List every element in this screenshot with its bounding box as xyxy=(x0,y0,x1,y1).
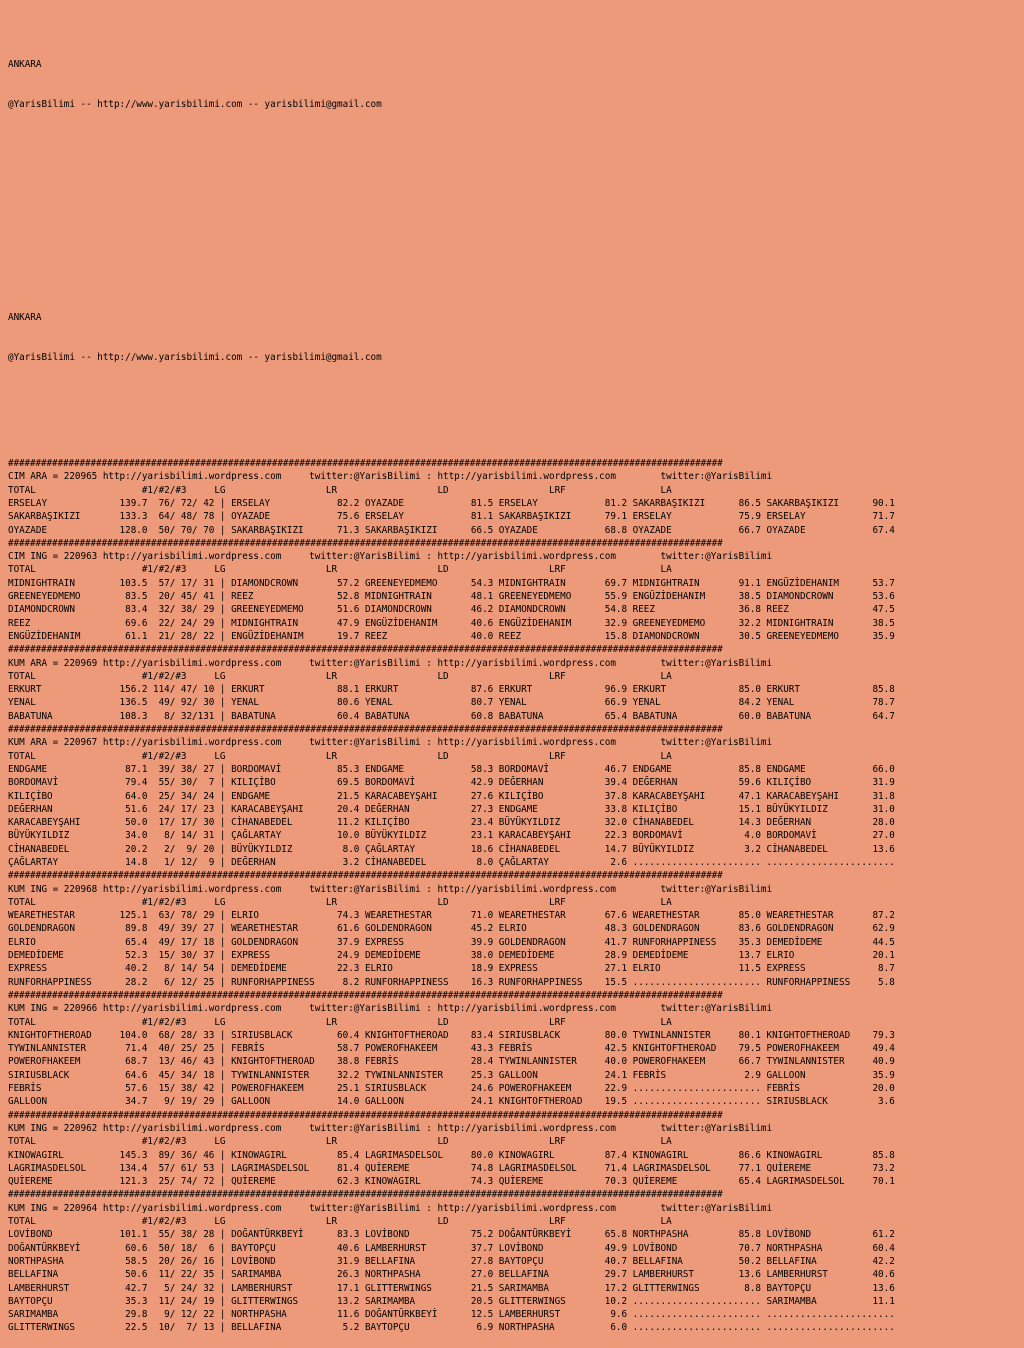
table-row: ÇAĞLARTAY 14.8 1/ 12/ 9 | DEĞERHAN 3.2 CİHANABEDEL 8.0 ÇAĞLARTAY 2.6 ....................... ....................... xyxy=(8,857,895,868)
table-row: ENGÜZİDEHANIM 61.1 21/ 28/ 22 | ENGÜZİDEHANIM 19.7 REEZ 40.0 REEZ 15.8 DIAMONDCROWN 30.5 GREENEYEDMEMO 35.9 xyxy=(8,630,895,642)
race-section xyxy=(8,537,1024,643)
table-row: DEMEDİDEME 52.3 15/ 30/ 37 | EXPRESS 24.9 DEMEDİDEME 38.0 DEMEDİDEME 28.9 DEMEDİDEME 13.7 ELRIO 20.1 xyxy=(8,950,895,962)
race-section xyxy=(8,869,1024,989)
section-separator: ################################################################################################################################## xyxy=(8,537,723,549)
table-row: KINOWAGIRL 145.3 89/ 36/ 46 | KINOWAGIRL 85.4 LAGRIMASDELSOL 80.0 KINOWAGIRL 87.4 KINOWAGIRL 86.6 KINOWAGIRL 85.8 xyxy=(8,1149,895,1161)
table-row: KNIGHTOFTHEROAD 104.0 68/ 28/ 33 | SIRIUSBLACK 60.4 KNIGHTOFTHEROAD 83.4 SIRIUSBLACK 80.0 TYWINLANNISTER 80.1 KNIGHTOFTHEROAD 79.3 xyxy=(8,1029,895,1041)
table-row: TYWINLANNISTER 71.4 40/ 25/ 25 | FEBRİS 58.7 POWEROFHAKEEM 43.3 FEBRİS 42.5 KNIGHTOFTHEROAD 79.5 POWEROFHAKEEM 49.4 xyxy=(8,1043,895,1055)
race-section xyxy=(8,457,1024,537)
table-row: FEBRİS 57.6 15/ 38/ 42 | POWEROFHAKEEM 25.1 SIRIUSBLACK 24.6 POWEROFHAKEEM 22.9 ....................... FEBRİS 20.0 xyxy=(8,1083,895,1095)
table-row: LOVİBOND 101.1 55/ 38/ 28 | DOĞANTÜRKBEYİ 83.3 LOVİBOND 75.2 DOĞANTÜRKBEYİ 65.8 NORTHPASHA 85.8 LOVİBOND 61.2 xyxy=(8,1229,895,1241)
race-title: KUM ING = 220964 http://yarisbilimi.wordpress.com twitter:@YarisBilimi : http://yarisbilimi.wordpress.com twitter:@YarisBilimi xyxy=(8,1202,773,1214)
section-separator: ################################################################################################################################## xyxy=(8,724,723,736)
section-separator: ################################################################################################################################## xyxy=(8,989,723,1001)
table-row: CİHANABEDEL 20.2 2/ 9/ 20 | BÜYÜKYILDIZ 8.0 ÇAĞLARTAY 18.6 CİHANABEDEL 14.7 BÜYÜKYILDIZ 3.2 CİHANABEDEL 13.6 xyxy=(8,843,895,855)
column-headers: TOTAL #1/#2/#3 LG LR LD LRF LA xyxy=(8,750,672,762)
table-row: EXPRESS 40.2 8/ 14/ 54 | DEMEDİDEME 22.3 ELRIO 18.9 EXPRESS 27.1 ELRIO 11.5 EXPRESS 8.7 xyxy=(8,963,895,975)
race-sections xyxy=(8,457,1024,1335)
race-title: KUM ING = 220962 http://yarisbilimi.wordpress.com twitter:@YarisBilimi : http://yarisbilimi.wordpress.com twitter:@YarisBilimi xyxy=(8,1122,773,1134)
table-row: ENDGAME 87.1 39/ 38/ 27 | BORDOMAVİ 85.3 ENDGAME 58.3 BORDOMAVİ 46.7 ENDGAME 85.8 ENDGAME 66.0 xyxy=(8,763,895,775)
table-row: REEZ 69.6 22/ 24/ 29 | MIDNIGHTRAIN 47.9 ENGÜZİDEHANIM 40.6 ENGÜZİDEHANIM 32.9 GREENEYEDMEMO 32.2 MIDNIGHTRAIN 38.5 xyxy=(8,617,895,629)
table-row: GOLDENDRAGON 89.8 49/ 39/ 27 | WEARETHESTAR 61.6 GOLDENDRAGON 45.2 ELRIO 48.3 GOLDENDRAGON 83.6 GOLDENDRAGON 62.9 xyxy=(8,923,895,935)
column-headers: TOTAL #1/#2/#3 LG LR LD LRF LA xyxy=(8,1016,672,1028)
table-row: SARIMAMBA 29.8 9/ 12/ 22 | NORTHPASHA 11.6 DOĞANTÜRKBEYİ 12.5 LAMBERHURST 9.6 ....................... ....................... xyxy=(8,1309,895,1321)
table-row: BÜYÜKYILDIZ 34.0 8/ 14/ 31 | ÇAĞLARTAY 10.0 BÜYÜKYILDIZ 23.1 KARACABEYŞAHI 22.3 BORDOMAVİ 4.0 BORDOMAVİ 27.0 xyxy=(8,830,895,842)
city-label: ANKARA xyxy=(8,311,42,323)
table-row: LAMBERHURST 42.7 5/ 24/ 32 | LAMBERHURST 17.1 GLITTERWINGS 21.5 SARIMAMBA 17.2 GLITTERWINGS 8.8 BAYTOPÇU 13.6 xyxy=(8,1282,895,1294)
column-headers: TOTAL #1/#2/#3 LG LR LD LRF LA xyxy=(8,564,672,576)
column-headers: TOTAL #1/#2/#3 LG LR LD LRF LA xyxy=(8,896,672,908)
race-section xyxy=(8,1188,1024,1334)
table-row: ERSELAY 139.7 76/ 72/ 42 | ERSELAY 82.2 OYAZADE 81.5 ERSELAY 81.2 SAKARBAŞIKIZI 86.5 SAKARBAŞIKIZI 90.1 xyxy=(8,497,895,509)
table-row: BAYTOPÇU 35.3 11/ 24/ 19 | GLITTERWINGS 13.2 SARIMAMBA 20.5 GLITTERWINGS 10.2 ....................... SARIMAMBA 11.1 xyxy=(8,1295,895,1307)
race-title: KUM ING = 220966 http://yarisbilimi.wordpress.com twitter:@YarisBilimi : http://yarisbilimi.wordpress.com twitter:@YarisBilimi xyxy=(8,1003,773,1015)
table-row: SAKARBAŞIKIZI 133.3 64/ 48/ 78 | OYAZADE 75.6 ERSELAY 81.1 SAKARBAŞIKIZI 79.1 ERSELAY 75.9 ERSELAY 71.7 xyxy=(8,511,895,523)
table-row: ERKURT 156.2 114/ 47/ 10 | ERKURT 88.1 ERKURT 87.6 ERKURT 96.9 ERKURT 85.0 ERKURT 85.8 xyxy=(8,684,895,696)
table-row: KARACABEYŞAHI 50.0 17/ 17/ 30 | CİHANABEDEL 11.2 KILIÇİBO 23.4 BÜYÜKYILDIZ 32.0 CİHANABEDEL 14.3 DEĞERHAN 28.0 xyxy=(8,817,895,829)
table-row: GLITTERWINGS 22.5 10/ 7/ 13 | BELLAFINA 5.2 BAYTOPÇU 6.9 NORTHPASHA 6.0 ....................... ....................... xyxy=(8,1322,895,1334)
contact-line: @YarisBilimi -- http://www.yarisbilimi.com -- yarisbilimi@gmail.com xyxy=(8,99,382,111)
spacer xyxy=(8,244,1024,257)
table-row: DIAMONDCROWN 83.4 32/ 38/ 29 | GREENEYEDMEMO 51.6 DIAMONDCROWN 46.2 DIAMONDCROWN 54.8 REEZ 36.8 REEZ 47.5 xyxy=(8,604,895,616)
column-headers: TOTAL #1/#2/#3 LG LR LD LRF LA xyxy=(8,1216,672,1228)
table-row: POWEROFHAKEEM 68.7 13/ 46/ 43 | KNIGHTOFTHEROAD 38.8 FEBRİS 28.4 TYWINLANNISTER 40.0 POWEROFHAKEEM 66.7 TYWINLANNISTER 40.9 xyxy=(8,1056,895,1068)
column-headers: TOTAL #1/#2/#3 LG LR LD LRF LA xyxy=(8,1136,672,1148)
race-title: KUM ARA = 220969 http://yarisbilimi.wordpress.com twitter:@YarisBilimi : http://yarisbilimi.wordpress.com twitter:@YarisBilimi xyxy=(8,657,773,669)
table-row: SIRIUSBLACK 64.6 45/ 34/ 18 | TYWINLANNISTER 32.2 TYWINLANNISTER 25.3 GALLOON 24.1 FEBRİS 2.9 GALLOON 35.9 xyxy=(8,1069,895,1081)
table-row: LAGRIMASDELSOL 134.4 57/ 61/ 53 | LAGRIMASDELSOL 81.4 QUİEREME 74.8 LAGRIMASDELSOL 71.4 LAGRIMASDELSOL 77.1 QUİEREME 73.2 xyxy=(8,1162,895,1174)
table-row: RUNFORHAPPINESS 28.2 6/ 12/ 25 | RUNFORHAPPINESS 8.2 RUNFORHAPPINESS 16.3 RUNFORHAPPINESS 15.5 ....................... RUNFORHAPPINESS 5.8 xyxy=(8,976,895,988)
spacer xyxy=(8,165,1024,178)
table-row: DOĞANTÜRKBEYİ 60.6 50/ 18/ 6 | BAYTOPÇU 40.6 LAMBERHURST 37.7 LOVİBOND 49.9 LOVİBOND 70.7 NORTHPASHA 60.4 xyxy=(8,1242,895,1254)
table-row: WEARETHESTAR 125.1 63/ 78/ 29 | ELRIO 74.3 WEARETHESTAR 71.0 WEARETHESTAR 67.6 WEARETHESTAR 85.0 WEARETHESTAR 87.2 xyxy=(8,910,895,922)
column-headers: TOTAL #1/#2/#3 LG LR LD LRF LA xyxy=(8,484,672,496)
table-row: NORTHPASHA 58.5 20/ 26/ 16 | LOVİBOND 31.9 BELLAFINA 27.8 BAYTOPÇU 40.7 BELLAFINA 50.2 BELLAFINA 42.2 xyxy=(8,1255,895,1267)
section-separator: ################################################################################################################################## xyxy=(8,1189,723,1201)
section-separator: ################################################################################################################################## xyxy=(8,458,723,470)
race-title: KUM ARA = 220967 http://yarisbilimi.wordpress.com twitter:@YarisBilimi : http://yarisbilimi.wordpress.com twitter:@YarisBilimi xyxy=(8,737,773,749)
section-separator: ################################################################################################################################## xyxy=(8,644,723,656)
spacer xyxy=(8,204,1024,217)
race-title: CIM ARA = 220965 http://yarisbilimi.wordpress.com twitter:@YarisBilimi : http://yarisbilimi.wordpress.com twitter:@YarisBilimi xyxy=(8,471,773,483)
section-separator: ################################################################################################################################## xyxy=(8,1109,723,1121)
race-section xyxy=(8,989,1024,1109)
table-row: YENAL 136.5 49/ 92/ 30 | YENAL 80.6 YENAL 80.7 YENAL 66.9 YENAL 84.2 YENAL 78.7 xyxy=(8,697,895,709)
table-row: ELRIO 65.4 49/ 17/ 18 | GOLDENDRAGON 37.9 EXPRESS 39.9 GOLDENDRAGON 41.7 RUNFORHAPPINESS 35.3 DEMEDİDEME 44.5 xyxy=(8,936,895,948)
race-section xyxy=(8,723,1024,869)
table-row: GALLOON 34.7 9/ 19/ 29 | GALLOON 14.0 GALLOON 24.1 KNIGHTOFTHEROAD 19.5 ....................... SIRIUSBLACK 3.6 xyxy=(8,1096,895,1108)
header-block-1 xyxy=(8,32,1024,138)
header-block-2 xyxy=(8,284,1024,390)
table-row: QUİEREME 121.3 25/ 74/ 72 | QUİEREME 62.3 KINOWAGIRL 74.3 QUİEREME 70.3 QUİEREME 65.4 LAGRIMASDELSOL 70.1 xyxy=(8,1176,895,1188)
city-label: ANKARA xyxy=(8,59,42,71)
race-title: CIM ING = 220963 http://yarisbilimi.wordpress.com twitter:@YarisBilimi : http://yarisbilimi.wordpress.com twitter:@YarisBilimi xyxy=(8,551,773,563)
table-row: BABATUNA 108.3 8/ 32/131 | BABATUNA 60.4 BABATUNA 60.8 BABATUNA 65.4 BABATUNA 60.0 BABATUNA 64.7 xyxy=(8,710,895,722)
table-row: DEĞERHAN 51.6 24/ 17/ 23 | KARACABEYŞAHI 20.4 DEĞERHAN 27.3 ENDGAME 33.8 KILIÇİBO 15.1 BÜYÜKYILDIZ 31.0 xyxy=(8,803,895,815)
race-section xyxy=(8,643,1024,723)
table-row: MIDNIGHTRAIN 103.5 57/ 17/ 31 | DIAMONDCROWN 57.2 GREENEYEDMEMO 54.3 MIDNIGHTRAIN 69.7 MIDNIGHTRAIN 91.1 ENGÜZİDEHANIM 53.7 xyxy=(8,577,895,589)
table-row: GREENEYEDMEMO 83.5 20/ 45/ 41 | REEZ 52.8 MIDNIGHTRAIN 48.1 GREENEYEDMEMO 55.9 ENGÜZİDEHANIM 38.5 DIAMONDCROWN 53.6 xyxy=(8,591,895,603)
table-row: BELLAFINA 50.6 11/ 22/ 35 | SARIMAMBA 26.3 NORTHPASHA 27.0 BELLAFINA 29.7 LAMBERHURST 13.6 LAMBERHURST 40.6 xyxy=(8,1269,895,1281)
table-row: BORDOMAVİ 79.4 55/ 30/ 7 | KILIÇİBO 69.5 BORDOMAVİ 42.9 DEĞERHAN 39.4 DEĞERHAN 59.6 KILIÇİBO 31.9 xyxy=(8,777,895,789)
contact-line: @YarisBilimi -- http://www.yarisbilimi.com -- yarisbilimi@gmail.com xyxy=(8,351,382,363)
race-title: KUM ING = 220968 http://yarisbilimi.wordpress.com twitter:@YarisBilimi : http://yarisbilimi.wordpress.com twitter:@YarisBilimi xyxy=(8,883,773,895)
table-row: OYAZADE 128.0 50/ 70/ 70 | SAKARBAŞIKIZI 71.3 SAKARBAŞIKIZI 66.5 OYAZADE 68.8 OYAZADE 66.7 OYAZADE 67.4 xyxy=(8,524,895,536)
table-row: KILIÇİBO 64.0 25/ 34/ 24 | ENDGAME 21.5 KARACABEYŞAHI 27.6 KILIÇİBO 37.8 KARACABEYŞAHI 47.1 KARACABEYŞAHI 31.8 xyxy=(8,790,895,802)
race-section xyxy=(8,1109,1024,1189)
column-headers: TOTAL #1/#2/#3 LG LR LD LRF LA xyxy=(8,670,672,682)
spacer xyxy=(8,417,1024,430)
section-separator: ################################################################################################################################## xyxy=(8,870,723,882)
